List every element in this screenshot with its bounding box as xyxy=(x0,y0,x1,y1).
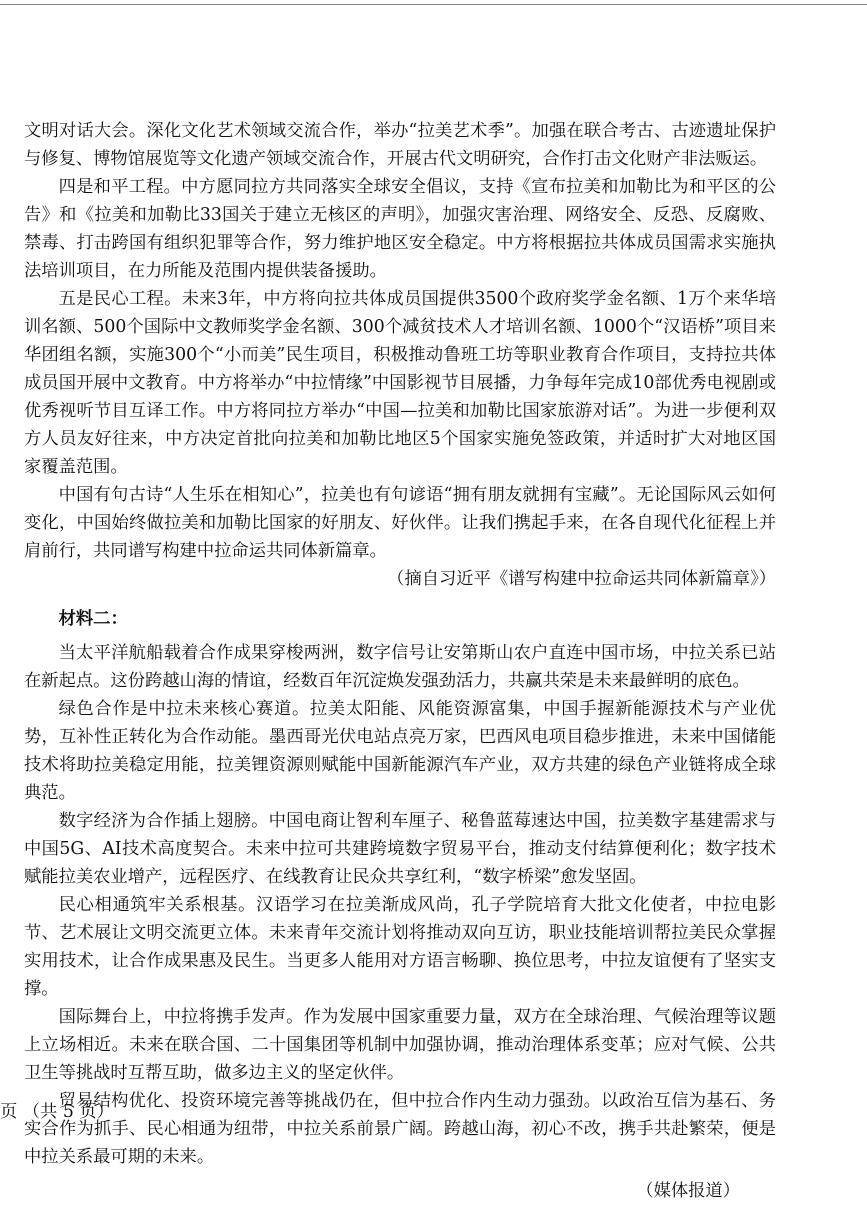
page-content xyxy=(24,117,776,1205)
material2-paragraph-5: 国际舞台上，中拉将携手发声。作为发展中国家重要力量，双方在全球治理、气候治理等议题上立场相近。未来在联合国、二十国集团等机制中加强协调，推动治理体系变革；应对气候、公共卫生等挑战时互帮互助，做多边主义的坚定伙伴。 xyxy=(24,1007,776,1083)
material1-paragraph-3: 五是民心工程。未来3年，中方将向拉共体成员国提供3500个政府奖学金名额、1万个来华培训名额、500个国际中文教师奖学金名额、300个减贫技术人才培训名额、1000个“汉语桥”项目来华团组名额，实施300个“小而美”民生项目，积极推动鲁班工坊等职业教育合作项目，支持拉共体成员国开展中文教育。中方将举办“中拉情缘”中国影视节目展播，力争每年完成10部优秀电视剧或优秀视听节目互译工作。中方将同拉方举办“中国—拉美和加勒比国家旅游对话”。为进一步便利双方人员友好往来，中方决定首批向拉美和加勒比地区5个国家实施免签政策，并适时扩大对地区国家覆盖范围。 xyxy=(24,289,776,477)
top-border-line xyxy=(0,4,867,5)
material2-paragraph-4: 民心相通筑牢关系根基。汉语学习在拉美渐成风尚，孔子学院培育大批文化使者，中拉电影节、艺术展让文明交流更立体。未来青年交流计划将推动双向互访，职业技能培训帮拉美民众掌握实用技术，让合作成果惠及民生。当更多人能用对方语言畅聊、换位思考，中拉友谊便有了坚实支撑。 xyxy=(24,895,776,999)
material1-paragraph-4: 中国有句古诗“人生乐在相知心”，拉美也有句谚语“拥有朋友就拥有宝藏”。无论国际风云如何变化，中国始终做拉美和加勒比国家的好朋友、好伙伴。让我们携起手来，在各自现代化征程上并肩前行，共同谱写构建中拉命运共同体新篇章。 xyxy=(24,485,776,561)
material2-paragraph-6: 贸易结构优化、投资环境完善等挑战仍在，但中拉合作内生动力强劲。以政治互信为基石、务实合作为抓手、民心相通为纽带，中拉关系前景广阔。跨越山海，初心不改，携手共赴繁荣，便是中拉关系最可期的未来。 xyxy=(24,1091,776,1167)
material2-source: （媒体报道） xyxy=(636,1181,740,1201)
material2-paragraph-2: 绿色合作是中拉未来核心赛道。拉美太阳能、风能资源富集，中国手握新能源技术与产业优势，互补性正转化为合作动能。墨西哥光伏电站点亮万家，巴西风电项目稳步推进，未来中国储能技术将助拉美稳定用能，拉美锂资源则赋能中国新能源汽车产业，双方共建的绿色产业链将成全球典范。 xyxy=(24,699,776,803)
material2-heading: 材料二： xyxy=(58,609,128,629)
material2-paragraph-3: 数字经济为合作插上翅膀。中国电商让智利车厘子、秘鲁蓝莓速达中国，拉美数字基建需求与中国5G、AI技术高度契合。未来中拉可共建跨境数字贸易平台，推动支付结算便利化；数字技术赋能拉美农业增产，远程医疗、在线教育让民众共享红利，“数字桥梁”愈发坚固。 xyxy=(24,811,776,887)
material1-paragraph-2: 四是和平工程。中方愿同拉方共同落实全球安全倡议，支持《宣布拉美和加勒比为和平区的公告》和《拉美和加勒比33国关于建立无核区的声明》，加强灾害治理、网络安全、反恐、反腐败、禁毒、打击跨国有组织犯罪等合作，努力维护地区安全稳定。中方将根据拉共体成员国需求实施执法培训项目，在力所能及范围内提供装备援助。 xyxy=(24,177,776,281)
page-footer: 页 （共 5 页） xyxy=(0,1102,114,1122)
material1-source: （摘自习近平《谱写构建中拉命运共同体新篇章》） xyxy=(387,569,776,589)
material2-paragraph-1: 当太平洋航船载着合作成果穿梭两洲，数字信号让安第斯山农户直连中国市场，中拉关系已站在新起点。这份跨越山海的情谊，经数百年沉淀焕发强劲活力，共赢共荣是未来最鲜明的底色。 xyxy=(24,643,776,691)
material1-paragraph-1: 文明对话大会。深化文化艺术领域交流合作，举办“拉美艺术季”。加强在联合考古、古迹遗址保护与修复、博物馆展览等文化遗产领域交流合作，开展古代文明研究，合作打击文化财产非法贩运。 xyxy=(24,121,776,169)
